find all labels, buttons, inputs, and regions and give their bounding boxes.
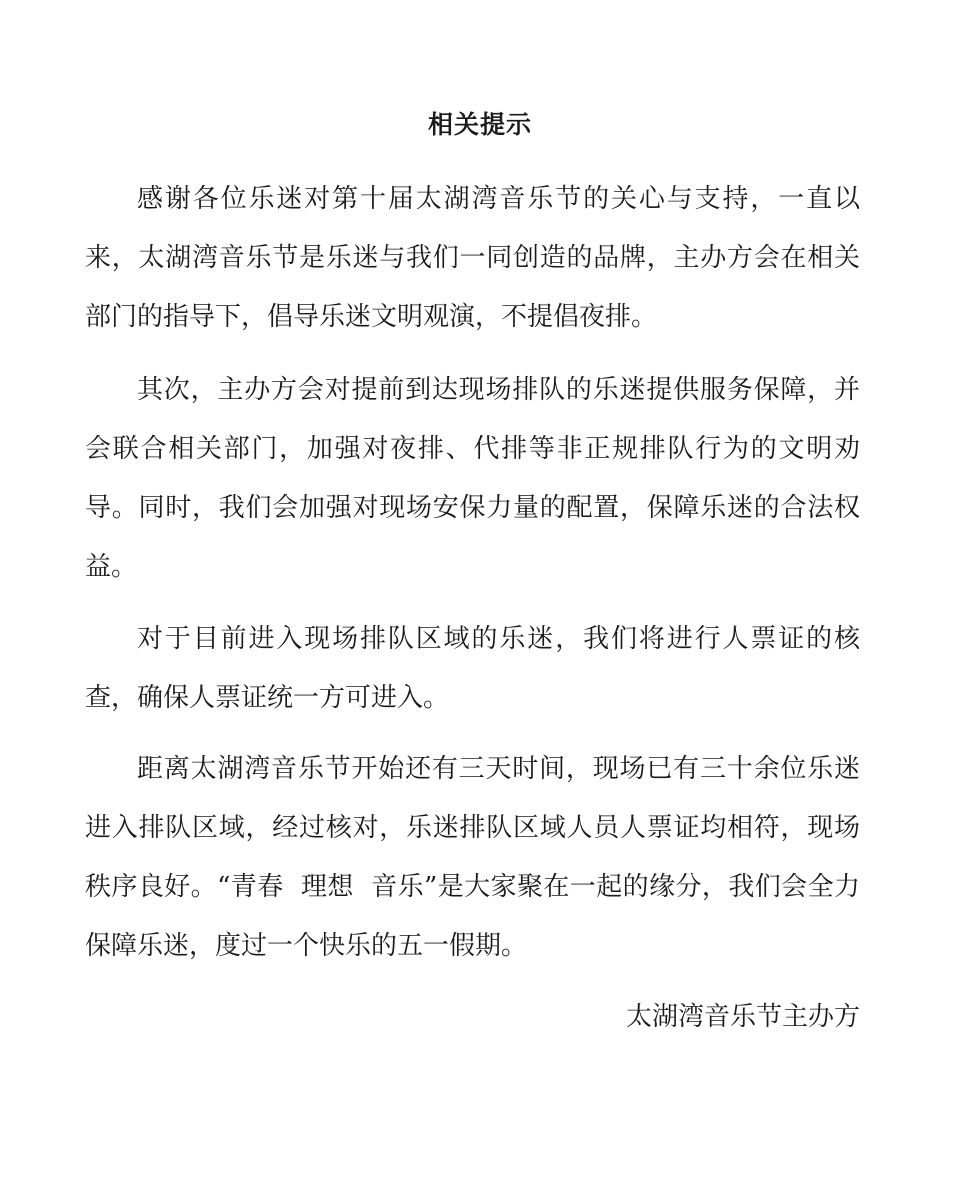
- paragraph-service-guarantee: 其次，主办方会对提前到达现场排队的乐迷提供服务保障，并会联合相关部门，加强对夜排、代排等非正规排队行为的文明劝导。同时，我们会加强对现场安保力量的配置，保障乐迷的合法权益。: [85, 375, 860, 582]
- document-signature: 太湖湾音乐节主办方: [625, 1002, 860, 1032]
- paragraph-ticket-check: 对于目前进入现场排队区域的乐迷，我们将进行人票证的核查，确保人票证统一方可进入。: [85, 624, 860, 713]
- paragraph-thanks: 感谢各位乐迷对第十届太湖湾音乐节的关心与支持，一直以来，太湖湾音乐节是乐迷与我们一同创造的品牌，主办方会在相关部门的指导下，倡导乐迷文明观演，不提倡夜排。: [85, 184, 860, 332]
- document-title: 相关提示: [427, 110, 532, 139]
- paragraph-current-status: 距离太湖湾音乐节开始还有三天时间，现场已有三十余位乐迷进入排队区域，经过核对，乐迷排队区域人员人票证均相符，现场秩序良好。“青春 理想 音乐”是大家聚在一起的缘分，我们会全力保障乐迷，度过一个快乐的五一假期。: [85, 754, 860, 961]
